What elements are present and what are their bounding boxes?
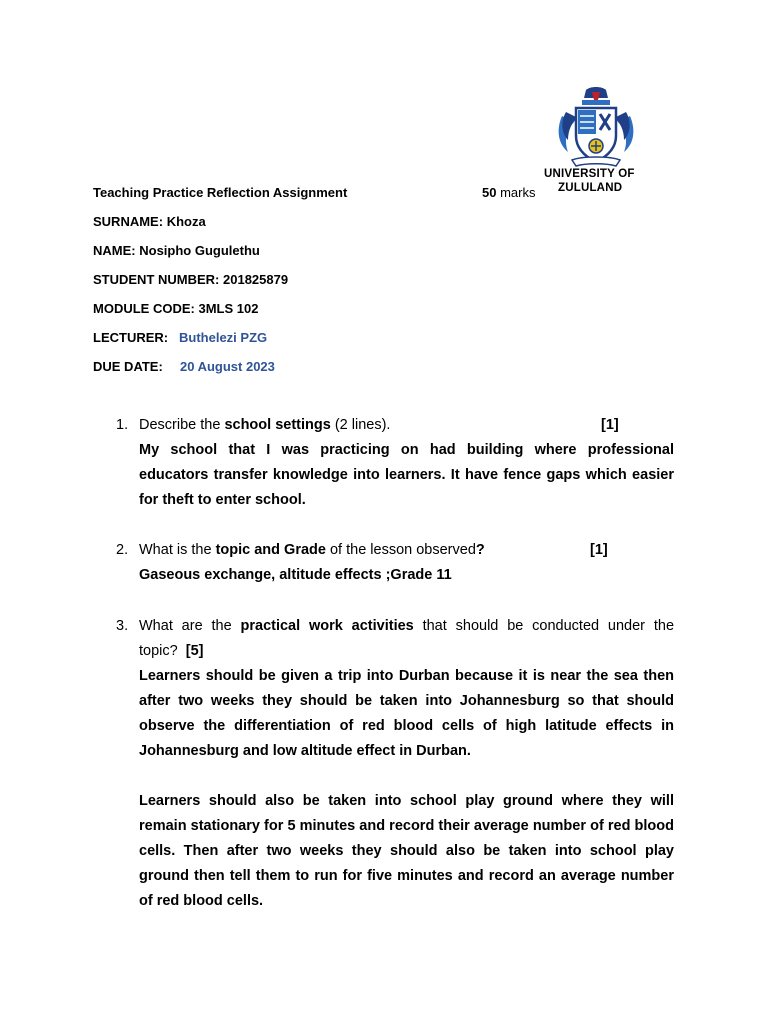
question-mark: [1] — [601, 417, 619, 433]
answer — [139, 438, 674, 513]
surname-row — [93, 214, 206, 229]
answer-paragraph: Learners should also be taken into school play ground where they will remain stationary for 5 minutes and record their average number of red blood cells. Then after two weeks they should also be taken into school play ground then tell them to run for five minutes and record an average number of red blood cells. — [139, 793, 674, 909]
question-text-post: of the lesson observed — [325, 542, 476, 558]
question-text — [139, 413, 674, 438]
university-name-line2: ZULULAND — [558, 182, 623, 194]
answer — [139, 664, 674, 914]
university-crest-icon — [556, 86, 636, 170]
due-date-row — [93, 359, 275, 374]
student-number-label: STUDENT NUMBER: — [93, 272, 220, 287]
surname-value: Khoza — [166, 214, 206, 229]
question-text-bold: practical work activities — [240, 618, 414, 634]
university-name-line1: UNIVERSITY OF — [544, 168, 635, 180]
question-number: 1. — [116, 417, 129, 433]
name-value: Nosipho Gugulethu — [139, 243, 260, 258]
question-text-pre: What is the — [139, 542, 216, 558]
total-marks-value: 50 — [482, 185, 497, 200]
question-number: 2. — [116, 542, 129, 558]
question-text-bold: school settings — [224, 417, 331, 433]
name-row — [93, 243, 260, 258]
question-text-pre: Describe the — [139, 417, 225, 433]
question-2 — [116, 538, 674, 588]
lecturer-row — [93, 330, 267, 345]
due-date-label: DUE DATE: — [93, 359, 163, 374]
due-date-value: 20 August 2023 — [180, 359, 275, 374]
question-text-post: (2 lines). — [330, 417, 391, 433]
question-mark: [1] — [590, 542, 608, 558]
question-3 — [116, 614, 674, 914]
question-mark: [5] — [185, 643, 204, 659]
answer-paragraph: My school that I was practicing on had building where professional educators transfer knowledge into learners. It have fence gaps which easier for theft to enter school. — [139, 442, 674, 508]
student-number-value: 201825879 — [223, 272, 289, 287]
name-label: NAME: — [93, 243, 136, 258]
question-text-line2-text: topic? — [139, 643, 178, 659]
question-text-line1 — [139, 614, 674, 639]
lecturer-label: LECTURER: — [93, 330, 169, 345]
question-text-line2 — [139, 639, 674, 664]
question-text — [139, 538, 674, 563]
module-code-label: MODULE CODE: — [93, 301, 195, 316]
answer — [139, 563, 674, 588]
module-code-value: 3MLS 102 — [198, 301, 259, 316]
student-number-row — [93, 272, 288, 287]
module-code-row — [93, 301, 258, 316]
total-marks — [482, 185, 535, 200]
total-marks-label: marks — [500, 185, 536, 200]
question-number: 3. — [116, 618, 129, 634]
question-text-post: that should be conducted under the — [413, 618, 675, 634]
question-text-mark: ? — [475, 542, 485, 558]
question-text-bold: topic and Grade — [215, 542, 326, 558]
surname-label: SURNAME: — [93, 214, 164, 229]
assignment-title: Teaching Practice Reflection Assignment — [93, 185, 348, 200]
question-1 — [116, 413, 674, 513]
lecturer-value: Buthelezi PZG — [179, 330, 268, 345]
answer-paragraph: Gaseous exchange, altitude effects ;Grade 11 — [139, 567, 452, 583]
answer-paragraph: Learners should be given a trip into Durban because it is near the sea then after two weeks they should be taken into Johannesburg so that should observe the differentiation of red blood cells of high latitude effects in Johannesburg and low altitude effect in Durban. — [139, 668, 674, 759]
question-text-pre: What are the — [139, 618, 241, 634]
